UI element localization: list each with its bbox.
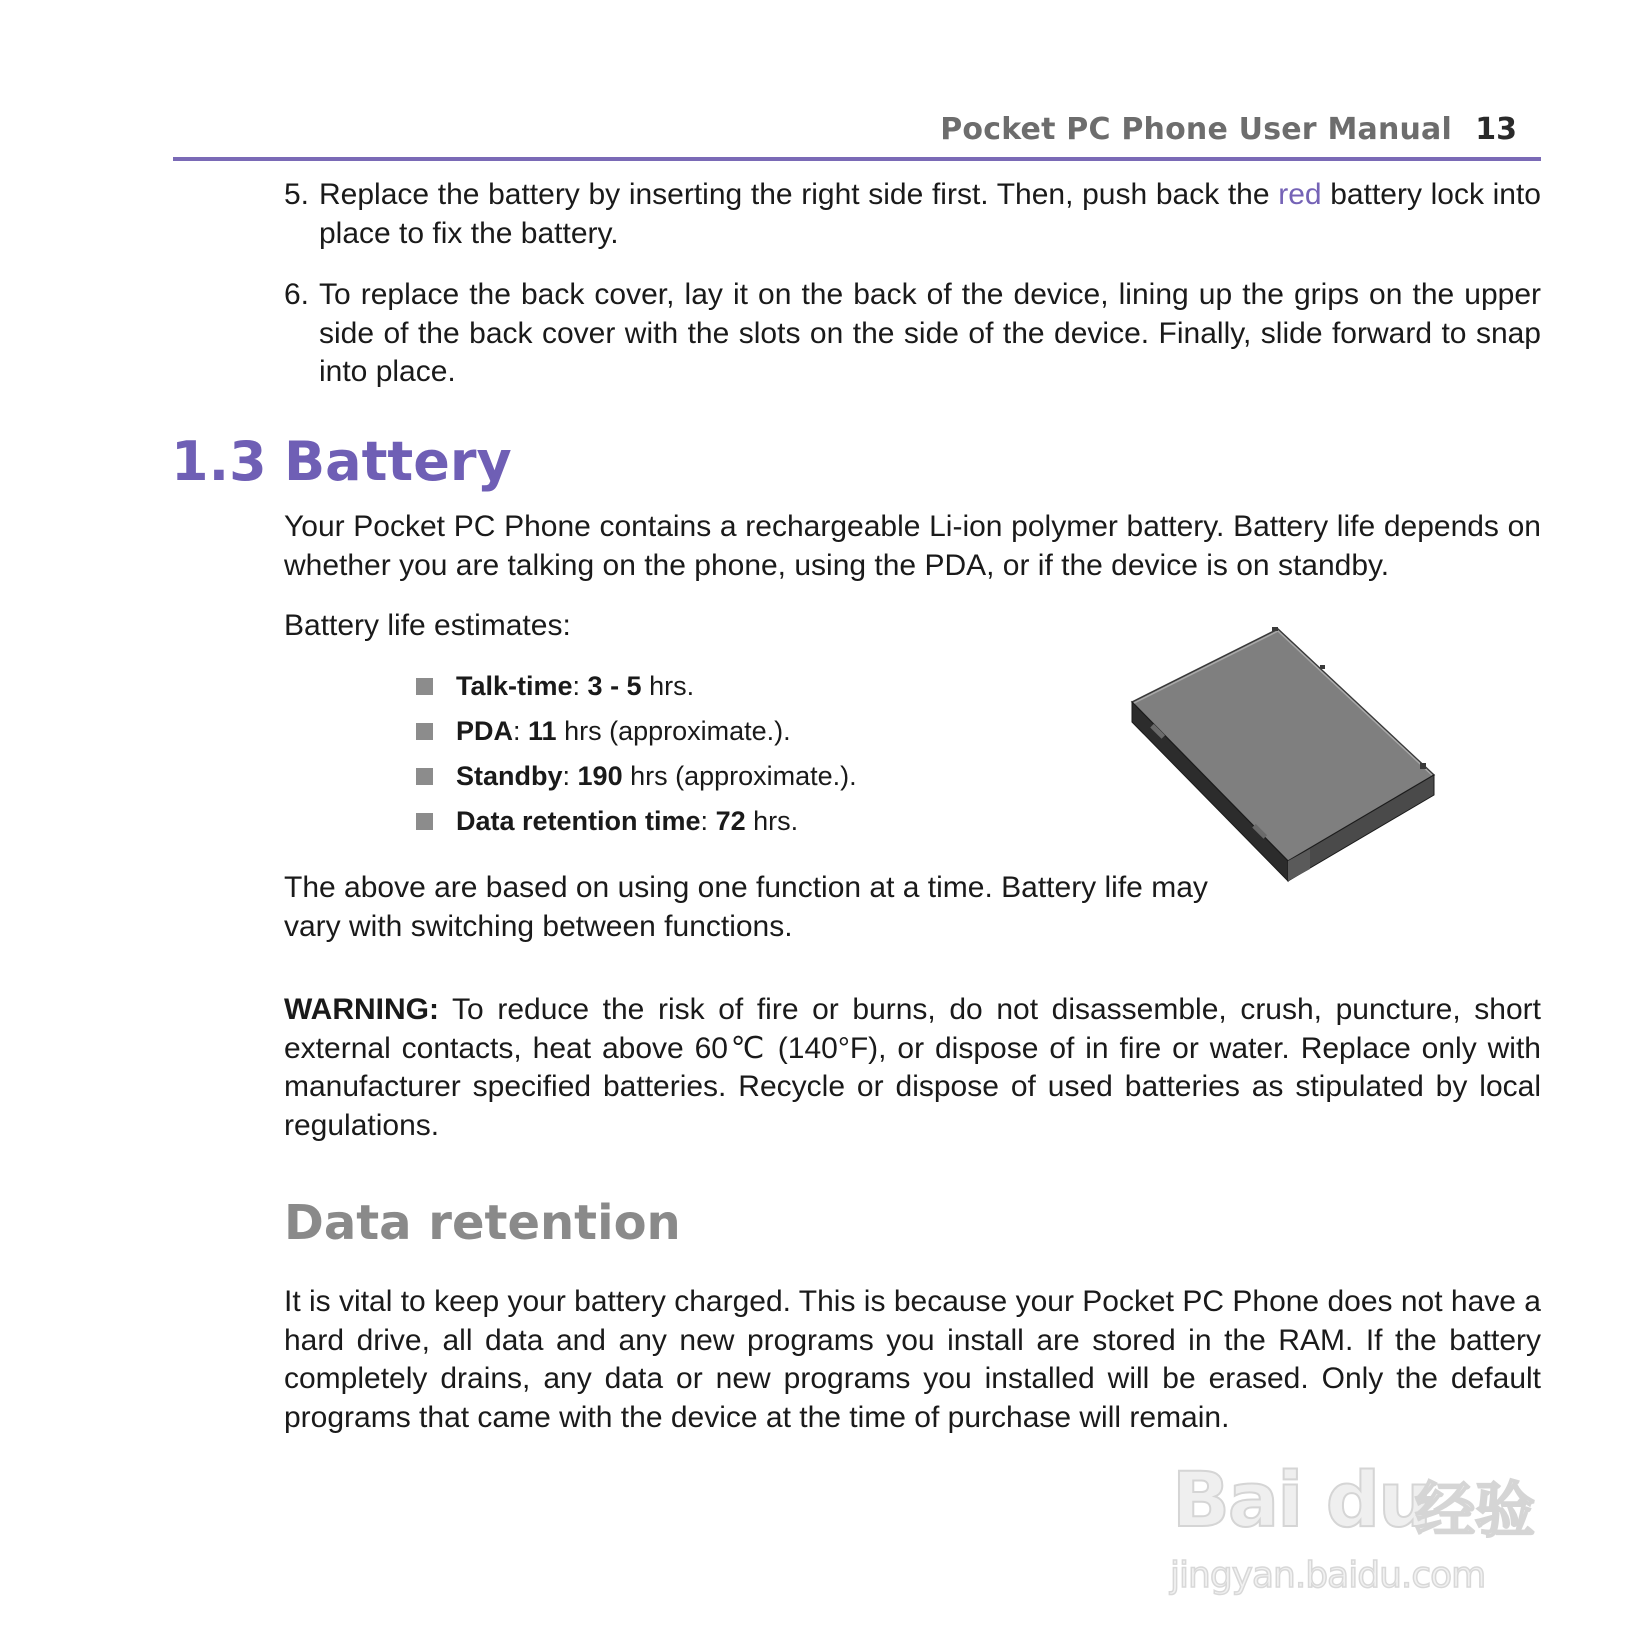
estimate-value: 190	[577, 761, 623, 791]
estimate-unit: hrs (approximate.).	[622, 761, 857, 791]
watermark-brand: Bai du	[1172, 1455, 1431, 1544]
bullet-square-icon	[416, 768, 433, 785]
header-rule	[173, 157, 1541, 161]
page-number: 13	[1475, 112, 1517, 147]
step-5	[284, 176, 1541, 253]
estimate-label: Talk-time	[456, 671, 573, 701]
red-highlight: red	[1278, 178, 1322, 211]
list-item	[416, 709, 857, 754]
estimate-value: 3 - 5	[587, 671, 642, 701]
battery-estimates-list	[416, 664, 857, 844]
bullet-square-icon	[416, 723, 433, 740]
step-number: 5.	[284, 178, 310, 211]
battery-intro: Your Pocket PC Phone contains a rechargeable Li-ion polymer battery. Battery life depends on whether you are talking on the phone, using the PDA, or if the device is on standby.	[284, 510, 1541, 582]
section-number: 1.3	[171, 430, 267, 493]
bullet-square-icon	[416, 813, 433, 830]
step-6	[284, 276, 1541, 392]
estimate-unit: hrs.	[641, 671, 695, 701]
list-item	[416, 799, 857, 844]
bullet-square-icon	[416, 678, 433, 695]
section-title: Battery	[284, 430, 512, 493]
estimate-label: Data retention time	[456, 806, 701, 836]
estimate-sep: :	[513, 716, 529, 746]
estimate-sep: :	[700, 806, 716, 836]
step-text	[319, 176, 1541, 253]
list-item	[416, 664, 857, 709]
subsection-title: Data retention	[284, 1195, 681, 1251]
estimate-sep: :	[562, 761, 578, 791]
estimate-label: Standby	[456, 761, 563, 791]
data-retention-text: It is vital to keep your battery charged. This is because your Pocket PC Phone does not have a hard drive, all data and any new programs you install are stored in the RAM. If the battery completely drains, any data or new programs you installed will be erased. Only the default programs that came with the device at the time of purchase will remain.	[284, 1285, 1541, 1434]
warning-label: WARNING:	[284, 993, 439, 1026]
estimate-unit: hrs.	[745, 806, 799, 836]
step-text-part: Replace the battery by inserting the right side first. Then, push back the	[319, 178, 1279, 211]
warning-text: To reduce the risk of fire or burns, do not disassemble, crush, puncture, short external contacts, heat above 60℃ (140°F), or dispose of in fire or water. Replace only with manufacturer specified batteries. Recycle or dispose of used batteries as stipulated by local regulations.	[284, 993, 1541, 1142]
estimate-value: 72	[715, 806, 746, 836]
running-header-title: Pocket PC Phone User Manual	[940, 112, 1452, 147]
estimate-sep: :	[572, 671, 588, 701]
step-text-part: battery lock into place to fix the battery.	[319, 178, 1541, 250]
watermark-cn: 经验	[1415, 1476, 1535, 1546]
battery-note: The above are based on using one function at a time. Battery life may vary with switching between functions.	[284, 871, 1208, 943]
watermark-url: jingyan.baidu.com	[1170, 1555, 1486, 1596]
estimate-unit: hrs (approximate.).	[556, 716, 791, 746]
step-text: To replace the back cover, lay it on the back of the device, lining up the grips on the upper side of the back cover with the slots on the side of the device. Finally, slide forward to snap into place.	[319, 278, 1541, 388]
step-number: 6.	[284, 278, 310, 311]
estimates-label: Battery life estimates:	[284, 609, 571, 642]
battery-illustration	[1120, 625, 1440, 895]
baidu-jingyan-watermark	[1170, 1455, 1550, 1605]
warning-paragraph	[284, 991, 1541, 1145]
list-item	[416, 754, 857, 799]
estimate-label: PDA	[456, 716, 514, 746]
estimate-value: 11	[528, 716, 557, 746]
